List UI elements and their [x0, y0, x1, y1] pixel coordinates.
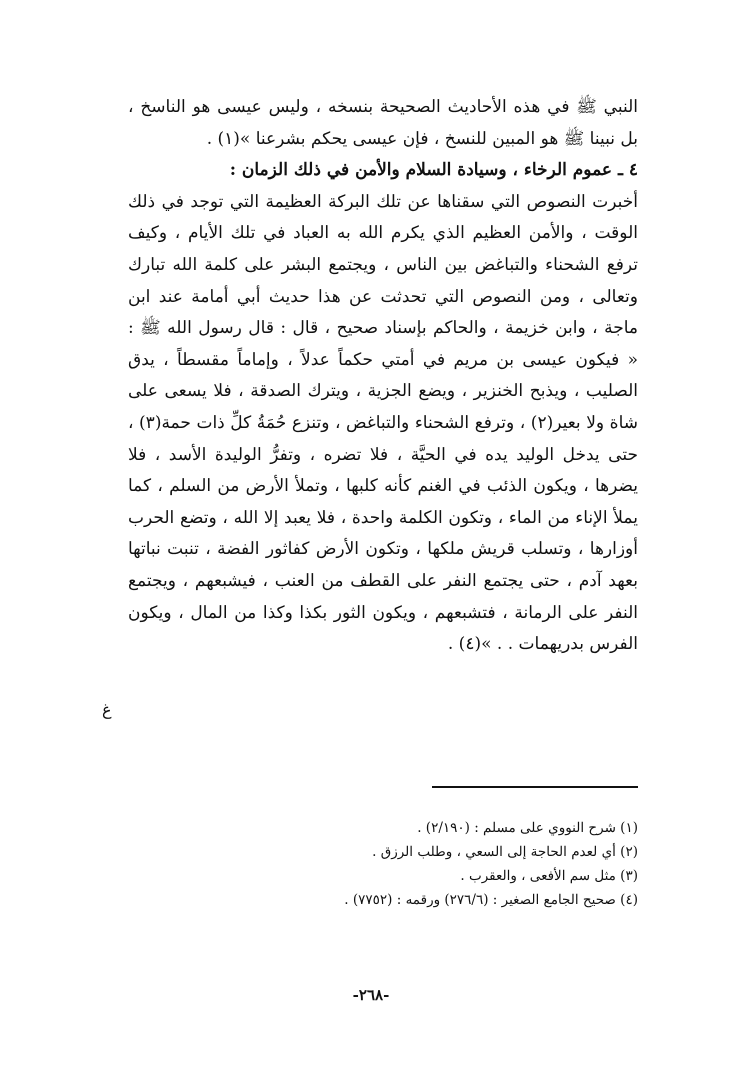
footnotes [300, 816, 638, 912]
footnote-3: (٣) مثل سم الأفعى ، والعقرب . [460, 868, 638, 884]
section-heading: ٤ ـ عموم الرخاء ، وسيادة السلام والأمن في ذلك الزمان : [229, 160, 638, 181]
footnote-2: (٢) أي لعدم الحاجة إلى السعي ، وطلب الرزق . [372, 844, 638, 860]
footnote-separator [432, 786, 638, 788]
body-paragraph: أخبرت النصوص التي سقناها عن تلك البركة العظيمة التي توجد في ذلك الوقت ، والأمن العظيم الذي يكرم الله به العباد في تلك الأيام ، وكيف ترفع الشحناء والتباغض بين الناس ، ويجتمع البشر على كلمة الله تبارك وتعالى ، ومن النصوص التي تحدثت عن هذا حديث أبي أمامة عند ابن ماجة ، وابن خزيمة ، والحاكم بإسناد صحيح ، قال : قال رسول الله ﷺ : « فيكون عيسى بن مريم في أمتي حكماً عدلاً ، وإماماً مقسطاً ، يدق الصليب ، ويذبح الخنزير ، ويضع الجزية ، ويترك الصدقة ، فلا يسعى على شاة ولا بعير(٢) ، وترفع الشحناء والتباغض ، وتنزع حُمَةُ كلِّ ذات حمة(٣) ، حتى يدخل الوليد يده في الحيَّة ، فلا تضره ، وتفرُّ الوليدة الأسد ، فلا يضرها ، ويكون الذئب في الغنم كأنه كلبها ، وتملأ الأرض من السلم ، كما يملأ الإناء من الماء ، وتكون الكلمة واحدة ، فلا يعبد إلا الله ، وتضع الحرب أوزارها ، وتسلب قريش ملكها ، وتكون الأرض كفاثور الفضة ، تنبت نباتها بعهد آدم ، حتى يجتمع النفر على القطف من العنب ، فيشبعهم ، ويجتمع النفر على الرمانة ، فتشبعهم ، ويكون الثور بكذا وكذا من المال ، ويكون الفرس بدريهمات . . »(٤) . [128, 191, 638, 655]
footnote-4: (٤) صحيح الجامع الصغير : (٢٧٦/٦) ورقمه : (٧٧٥٢) . [344, 892, 638, 908]
opening-paragraph: النبي ﷺ في هذه الأحاديث الصحيحة بنسخه ، وليس عيسى هو الناسخ ، بل نبينا ﷺ هو المبين للنسخ ، فإن عيسى يحكم بشرعنا »(١) . [128, 97, 638, 149]
main-text-block [128, 92, 638, 661]
margin-mark: ﻍ [102, 700, 112, 719]
page-number: -٢٦٨- [352, 986, 390, 1004]
footnote-1: (١) شرح النووي على مسلم : (٢/١٩٠) . [417, 820, 638, 836]
